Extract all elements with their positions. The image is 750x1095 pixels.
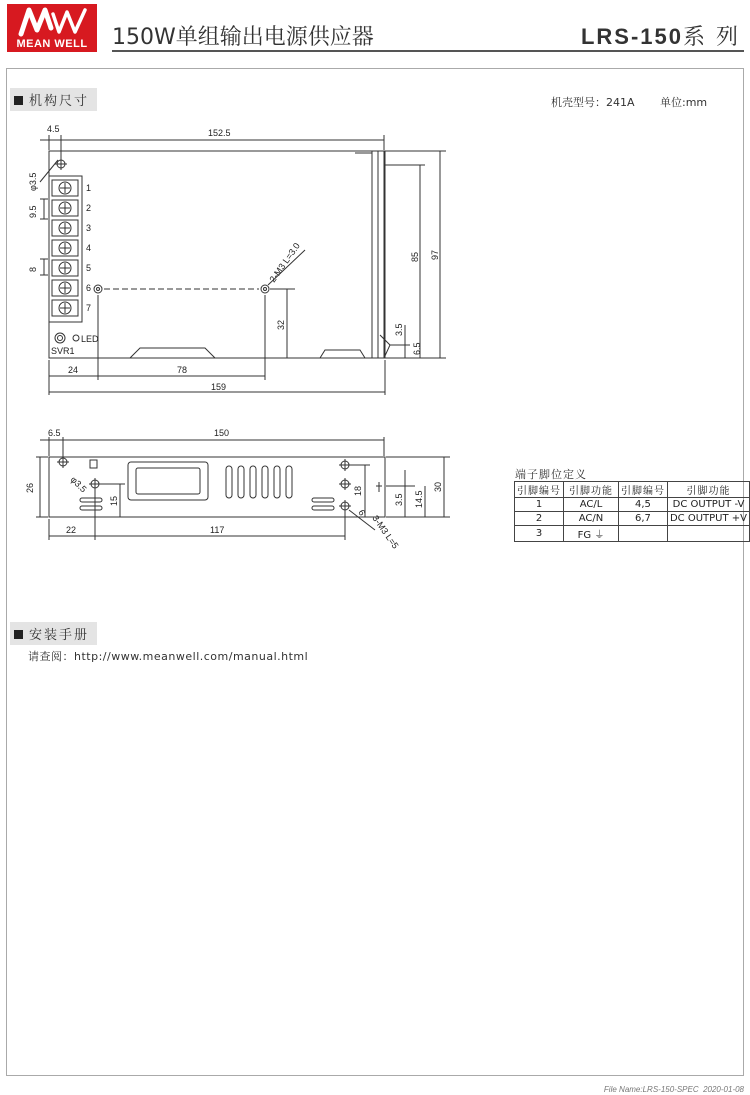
page-title: 150W单组输出电源供应器 — [112, 25, 374, 50]
pin-cell: 2 — [515, 512, 564, 526]
section-install-label — [10, 622, 97, 645]
table-row — [515, 512, 750, 526]
file-footer — [604, 1085, 744, 1094]
dim-pitch: 9.5 — [28, 205, 38, 218]
series-suffix: 系 列 — [683, 25, 740, 50]
dim-bottom-total: 159 — [211, 382, 227, 392]
dim-height-inner: 85 — [410, 251, 420, 262]
pin-header-no-2: 引脚编号 — [618, 482, 667, 498]
section-install-text: 安装手册 — [29, 628, 90, 643]
dim-hole-dia: φ3.5 — [28, 172, 38, 191]
side-dim-bottom-mid: 117 — [210, 525, 225, 535]
manual-prefix: 请查阅： — [28, 650, 74, 663]
dim-offset-left: 4.5 — [47, 124, 60, 134]
unit-label: 单位: — [660, 96, 686, 109]
terminal-label-7: 7 — [86, 303, 92, 313]
pin-header-func-1: 引脚功能 — [564, 482, 619, 498]
manual-line — [28, 648, 308, 664]
side-dim-bottom-left: 22 — [66, 525, 77, 535]
pin-cell: DC OUTPUT +V — [667, 512, 749, 526]
terminal-label-3: 3 — [86, 223, 92, 233]
side-dim-30: 30 — [433, 481, 443, 492]
pin-cell: FG ⏚ — [564, 526, 619, 542]
dim-bottom-left: 24 — [68, 365, 79, 375]
pin-table — [514, 481, 750, 542]
terminal-label-5: 5 — [86, 263, 92, 273]
dim-term-width: 8 — [28, 266, 38, 272]
pin-cell — [618, 526, 667, 542]
case-number: 241A — [606, 96, 635, 109]
pin-header-func-2: 引脚功能 — [667, 482, 749, 498]
footer-file: File Name:LRS-150-SPEC — [603, 1085, 699, 1094]
side-dim-15: 15 — [109, 495, 119, 506]
manual-link[interactable]: http://www.meanwell.com/manual.html — [74, 650, 309, 663]
led-label: LED — [81, 334, 99, 344]
table-row — [515, 498, 750, 512]
pin-cell — [667, 526, 749, 542]
side-dim-width-total: 150 — [214, 428, 230, 438]
section-mechanical-text: 机构尺寸 — [29, 94, 90, 109]
pin-header-no-1: 引脚编号 — [515, 482, 564, 498]
top-view-drawing — [0, 0, 750, 420]
side-dim-hole-dia: φ3.5 — [68, 474, 89, 495]
table-row — [515, 526, 750, 542]
side-dim-height: 26 — [25, 482, 35, 493]
terminal-label-2: 2 — [86, 203, 92, 213]
logo-text: MEAN WELL — [16, 38, 88, 50]
dim-bottom-mid: 78 — [177, 365, 188, 375]
terminal-label-4: 4 — [86, 243, 92, 253]
side-dim-14-5: 14.5 — [414, 490, 424, 508]
footer-date: 2020-01-08 — [703, 1085, 744, 1094]
pin-table-caption: 端子脚位定义 — [515, 468, 587, 481]
dim-height-total: 97 — [430, 249, 440, 260]
side-dim-3-5: 3.5 — [394, 493, 404, 506]
side-dim-6: 6 — [356, 508, 368, 518]
pin-cell: 3 — [515, 526, 564, 542]
side-view-drawing — [0, 420, 500, 560]
side-dim-18: 18 — [353, 485, 363, 496]
svr-label: SVR1 — [51, 346, 75, 356]
case-label: 机壳型号： — [551, 96, 606, 109]
pin-cell: 6,7 — [618, 512, 667, 526]
dim-width-total: 152.5 — [208, 128, 231, 138]
pin-table-header-row — [515, 482, 750, 498]
pin-cell: 4,5 — [618, 498, 667, 512]
dim-gap-a: 3.5 — [394, 323, 404, 336]
dim-mount-height: 32 — [276, 319, 286, 330]
dim-gap-b: 6.5 — [412, 342, 422, 355]
pin-cell: AC/L — [564, 498, 619, 512]
terminal-label-6: 6 — [86, 283, 92, 293]
dim-screw: 2-M3 L=3.0 — [267, 240, 302, 285]
pin-cell: 1 — [515, 498, 564, 512]
pin-cell: DC OUTPUT -V — [667, 498, 749, 512]
terminal-label-1: 1 — [86, 183, 92, 193]
unit-value: mm — [685, 96, 708, 109]
side-dim-screw: 3-M3 L=5 — [370, 513, 401, 551]
square-bullet-icon — [14, 630, 23, 639]
side-dim-offset-left: 6.5 — [48, 428, 61, 438]
terminal-screws — [52, 180, 78, 316]
series-model: LRS-150 — [580, 24, 683, 49]
pin-cell: AC/N — [564, 512, 619, 526]
